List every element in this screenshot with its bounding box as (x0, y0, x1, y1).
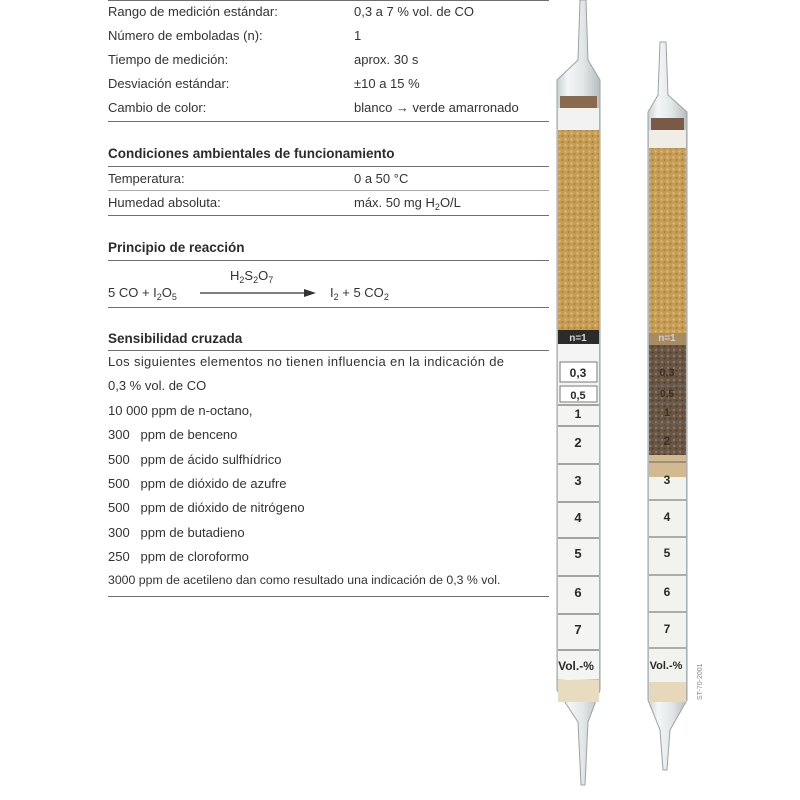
spec-value: aprox. 30 s (354, 52, 419, 67)
spec-row (108, 27, 549, 45)
section-rule (108, 596, 549, 597)
condition-value: 0 a 50 °C (354, 171, 409, 186)
reaction-reactants: 5 CO + $I_2O_5$ (108, 285, 177, 302)
conditions-heading: Condiciones ambientales de funcionamiento (108, 146, 395, 161)
image-code: ST-70-2001 (697, 663, 704, 700)
spec-row (108, 51, 549, 69)
spec-value: 1 (354, 28, 362, 43)
condition-value: máx. 50 mg $H_2O/L$ (354, 195, 461, 212)
tube-scale-mark: 0,3 (569, 366, 587, 380)
section-rule (108, 307, 549, 308)
list-item: 10 000 ppm de n-octano, (108, 403, 253, 418)
tube-scale-mark: 0,3 (659, 367, 675, 379)
list-item: 500 ppm de dióxido de nitrógeno (108, 500, 305, 515)
section-rule (108, 350, 549, 351)
tube-scale-mark: 1 (663, 407, 671, 419)
reaction-arrow-icon (200, 288, 318, 298)
spec-row (108, 75, 549, 93)
section-rule (108, 260, 549, 261)
list-item: 300 ppm de benceno (108, 427, 238, 442)
section-rule (108, 166, 549, 167)
detector-tubes-image (552, 0, 702, 790)
condition-label: Temperatura: (108, 171, 185, 186)
reaction-products: $I_2 + 5$ $CO_2$ (330, 285, 389, 302)
section-rule (108, 215, 549, 216)
tube-scale-mark: 4 (574, 510, 582, 525)
spec-value: ±10 a 15 % (354, 76, 420, 91)
spec-label: Tiempo de medición: (108, 52, 229, 67)
list-item: 300 ppm de butadieno (108, 525, 245, 540)
row-divider (108, 190, 549, 191)
spec-row (108, 99, 549, 117)
tube-scale-mark: 0,5 (570, 390, 586, 402)
list-item: 500 ppm de dióxido de azufre (108, 476, 287, 491)
cross-sensitivity-intro: Los siguientes elementos no tienen influencia en la indicación de (108, 354, 505, 369)
tube-scale-mark: 6 (663, 585, 671, 599)
spec-value: blanco → verde amarronado (354, 100, 519, 115)
table-rule (108, 121, 549, 122)
spec-label: Rango de medición estándar: (108, 4, 278, 19)
tube-stroke-label: n=1 (658, 333, 676, 344)
reaction-heading: Principio de reacción (108, 240, 245, 255)
tube-scale-mark: 6 (574, 585, 582, 600)
condition-row (108, 170, 549, 188)
cross-sensitivity-intro: 0,3 % vol. de CO (108, 378, 207, 393)
condition-label: Humedad absoluta: (108, 195, 221, 210)
list-item: 3000 ppm de acetileno dan como resultado una indicación de 0,3 % vol. (108, 573, 501, 587)
tube-unit-label: Vol.-% (649, 660, 683, 672)
tube-scale-mark: 5 (574, 546, 582, 561)
cross-sensitivity-heading: Sensibilidad cruzada (108, 331, 243, 346)
tube-unit-label: Vol.-% (558, 659, 594, 673)
tube-scale-mark: 7 (663, 622, 671, 636)
tube-scale-mark: 3 (574, 473, 582, 488)
tube-scale-mark: 1 (574, 407, 582, 421)
tube-scale-mark: 3 (663, 473, 671, 487)
tube-scale-mark: 0,5 (660, 389, 674, 400)
spec-row (108, 3, 549, 21)
table-rule (108, 0, 549, 1)
spec-label: Número de emboladas (n): (108, 28, 263, 43)
tube-scale-mark: 4 (663, 510, 671, 524)
spec-value: 0,3 a 7 % vol. de CO (354, 4, 474, 19)
tube-scale-mark: 2 (574, 435, 582, 450)
reaction-catalyst: $H_2S_2O_7$ (230, 268, 274, 285)
list-item: 500 ppm de ácido sulfhídrico (108, 452, 282, 467)
tube-scale-mark: 5 (663, 546, 671, 560)
spec-label: Cambio de color: (108, 100, 207, 115)
condition-row (108, 194, 549, 212)
tube-scale-mark: 2 (663, 434, 671, 448)
list-item: 250 ppm de cloroformo (108, 549, 249, 564)
tube-stroke-label: n=1 (569, 333, 587, 344)
tube-scale-mark: 7 (574, 622, 582, 637)
spec-label: Desviación estándar: (108, 76, 230, 91)
